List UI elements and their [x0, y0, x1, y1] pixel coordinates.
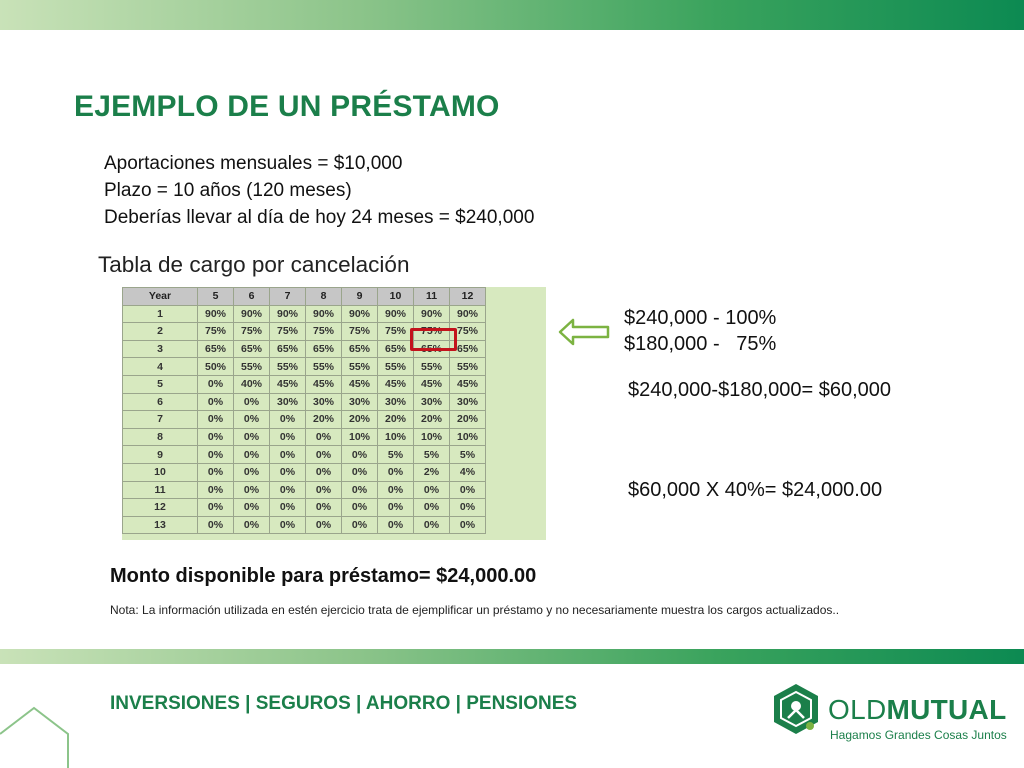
- intro-block: [104, 150, 534, 231]
- table-cell: 55%: [270, 358, 306, 376]
- table-cell: 30%: [306, 393, 342, 411]
- table-cell: 45%: [342, 375, 378, 393]
- table-cell: 10%: [342, 428, 378, 446]
- table-cell: 0%: [378, 516, 414, 534]
- table-row: [123, 516, 486, 534]
- table-header-cell: 6: [234, 288, 270, 306]
- calc-percent-block: [624, 305, 776, 357]
- table-cell: 75%: [342, 323, 378, 341]
- table-cell: 75%: [234, 323, 270, 341]
- table-cell: 30%: [270, 393, 306, 411]
- table-cell: 45%: [306, 375, 342, 393]
- table-year-cell: 13: [123, 516, 198, 534]
- table-cell: 90%: [198, 305, 234, 323]
- table-cell: 0%: [234, 481, 270, 499]
- table-cell: 0%: [342, 446, 378, 464]
- table-header-cell: 12: [450, 288, 486, 306]
- table-cell: 0%: [270, 411, 306, 429]
- table-cell: 50%: [198, 358, 234, 376]
- table-cell: 0%: [198, 499, 234, 517]
- table-cell: 10%: [378, 428, 414, 446]
- table-cell: 0%: [342, 463, 378, 481]
- table-cell: 65%: [450, 340, 486, 358]
- table-cell: 0%: [234, 411, 270, 429]
- table-cell: 65%: [234, 340, 270, 358]
- table-cell: 0%: [198, 463, 234, 481]
- table-year-cell: 4: [123, 358, 198, 376]
- cancellation-table: [122, 287, 486, 534]
- table-cell: 0%: [450, 499, 486, 517]
- brand-name-light: OLD: [828, 694, 887, 725]
- loan-amount: Monto disponible para préstamo= $24,000.00: [110, 565, 537, 587]
- table-cell: 0%: [342, 481, 378, 499]
- table-cell: 75%: [378, 323, 414, 341]
- table-year-cell: 8: [123, 428, 198, 446]
- table-cell: 4%: [450, 463, 486, 481]
- table-row: [123, 481, 486, 499]
- calc-line-total: $240,000 - 100%: [624, 307, 777, 329]
- table-row: [123, 358, 486, 376]
- table-cell: 5%: [414, 446, 450, 464]
- table-cell: 75%: [198, 323, 234, 341]
- table-year-cell: 11: [123, 481, 198, 499]
- table-cell: 40%: [234, 375, 270, 393]
- table-header-cell: 7: [270, 288, 306, 306]
- table-year-cell: 12: [123, 499, 198, 517]
- table-cell: 0%: [270, 463, 306, 481]
- table-cell: 30%: [342, 393, 378, 411]
- top-gradient-bar: [0, 0, 1024, 30]
- highlight-box: [410, 328, 457, 351]
- table-cell: 20%: [414, 411, 450, 429]
- table-cell: 0%: [342, 499, 378, 517]
- table-cell: 55%: [234, 358, 270, 376]
- table-cell: 0%: [198, 481, 234, 499]
- table-cell: 0%: [234, 499, 270, 517]
- table-cell: 0%: [234, 516, 270, 534]
- calc-line-loan: $60,000 X 40%= $24,000.00: [628, 479, 883, 501]
- table-cell: 0%: [306, 428, 342, 446]
- table-cell: 75%: [414, 323, 450, 341]
- table-row: [123, 499, 486, 517]
- cancellation-table-image: [122, 287, 546, 540]
- table-cell: 0%: [306, 499, 342, 517]
- table-cell: 65%: [270, 340, 306, 358]
- table-cell: 30%: [450, 393, 486, 411]
- table-cell: 0%: [414, 516, 450, 534]
- table-cell: 0%: [306, 516, 342, 534]
- table-cell: 45%: [270, 375, 306, 393]
- table-cell: 0%: [378, 463, 414, 481]
- table-cell: 0%: [306, 463, 342, 481]
- table-cell: 0%: [198, 393, 234, 411]
- table-cell: 30%: [378, 393, 414, 411]
- table-cell: 0%: [450, 516, 486, 534]
- table-cell: 45%: [414, 375, 450, 393]
- table-row: [123, 305, 486, 323]
- table-cell: 0%: [234, 463, 270, 481]
- brand-name-bold: MUTUAL: [886, 694, 1007, 725]
- table-header-cell: 10: [378, 288, 414, 306]
- table-cell: 90%: [378, 305, 414, 323]
- table-year-cell: 5: [123, 375, 198, 393]
- intro-line-term: Plazo = 10 años (120 meses): [104, 180, 352, 201]
- table-cell: 0%: [198, 375, 234, 393]
- table-cell: 0%: [342, 516, 378, 534]
- intro-line-accumulated: Deberías llevar al día de hoy 24 meses = $240,000: [104, 207, 535, 228]
- table-cell: 10%: [414, 428, 450, 446]
- table-row: [123, 463, 486, 481]
- table-cell: 65%: [198, 340, 234, 358]
- table-cell: 45%: [450, 375, 486, 393]
- table-cell: 5%: [450, 446, 486, 464]
- table-cell: 90%: [306, 305, 342, 323]
- table-year-cell: 7: [123, 411, 198, 429]
- table-cell: 90%: [342, 305, 378, 323]
- table-cell: 0%: [198, 428, 234, 446]
- table-cell: 0%: [198, 411, 234, 429]
- table-year-cell: 3: [123, 340, 198, 358]
- table-header-cell: Year: [123, 288, 198, 306]
- page-title: EJEMPLO DE UN PRÉSTAMO: [74, 90, 500, 123]
- table-row: [123, 375, 486, 393]
- table-cell: 0%: [270, 446, 306, 464]
- table-year-cell: 2: [123, 323, 198, 341]
- table-cell: 65%: [342, 340, 378, 358]
- table-cell: 90%: [234, 305, 270, 323]
- table-cell: 0%: [378, 481, 414, 499]
- brand-name: [828, 694, 1006, 726]
- table-cell: 0%: [378, 499, 414, 517]
- table-cell: 55%: [378, 358, 414, 376]
- table-cell: 0%: [270, 481, 306, 499]
- table-cell: 90%: [450, 305, 486, 323]
- corner-decoration-icon: [0, 700, 80, 768]
- table-cell: 0%: [198, 516, 234, 534]
- table-cell: 0%: [306, 481, 342, 499]
- table-row: [123, 446, 486, 464]
- table-cell: 0%: [234, 446, 270, 464]
- table-row: [123, 393, 486, 411]
- table-cell: 20%: [306, 411, 342, 429]
- table-header-cell: 8: [306, 288, 342, 306]
- brand-slogan: Hagamos Grandes Cosas Juntos: [830, 728, 1007, 742]
- table-cell: 65%: [306, 340, 342, 358]
- table-cell: 0%: [270, 428, 306, 446]
- table-cell: 5%: [378, 446, 414, 464]
- table-cell: 2%: [414, 463, 450, 481]
- table-cell: 0%: [234, 428, 270, 446]
- table-year-cell: 9: [123, 446, 198, 464]
- intro-line-monthly: Aportaciones mensuales = $10,000: [104, 153, 403, 174]
- table-cell: 20%: [342, 411, 378, 429]
- table-cell: 55%: [306, 358, 342, 376]
- table-cell: 0%: [270, 499, 306, 517]
- table-cell: 0%: [414, 499, 450, 517]
- table-year-cell: 10: [123, 463, 198, 481]
- disclaimer-note: Nota: La información utilizada en estén ejercicio trata de ejemplificar un préstamo y no necesariamente muestra los cargos actualizados..: [110, 603, 840, 617]
- footer-tagline: INVERSIONES | SEGUROS | AHORRO | PENSIONES: [110, 693, 578, 714]
- table-year-cell: 1: [123, 305, 198, 323]
- table-cell: 65%: [378, 340, 414, 358]
- table-cell: 20%: [378, 411, 414, 429]
- table-cell: 75%: [450, 323, 486, 341]
- table-cell: 45%: [378, 375, 414, 393]
- table-cell: 65%: [414, 340, 450, 358]
- table-cell: 75%: [270, 323, 306, 341]
- table-row: [123, 428, 486, 446]
- table-cell: 90%: [270, 305, 306, 323]
- table-cell: 55%: [414, 358, 450, 376]
- table-header-cell: 5: [198, 288, 234, 306]
- table-cell: 0%: [270, 516, 306, 534]
- table-title: Tabla de cargo por cancelación: [98, 252, 410, 277]
- table-cell: 0%: [414, 481, 450, 499]
- table-row: [123, 411, 486, 429]
- table-cell: 0%: [306, 446, 342, 464]
- old-mutual-logo-icon: [770, 682, 822, 738]
- calc-line-75: $180,000 - 75%: [624, 333, 777, 355]
- table-cell: 10%: [450, 428, 486, 446]
- table-header-cell: 11: [414, 288, 450, 306]
- table-cell: 55%: [450, 358, 486, 376]
- table-cell: 75%: [306, 323, 342, 341]
- calc-line-difference: $240,000-$180,000= $60,000: [628, 379, 892, 401]
- table-cell: 20%: [450, 411, 486, 429]
- table-cell: 55%: [342, 358, 378, 376]
- table-cell: 0%: [198, 446, 234, 464]
- table-year-cell: 6: [123, 393, 198, 411]
- left-arrow-icon: [558, 317, 610, 347]
- bottom-gradient-bar: [0, 649, 1024, 664]
- table-header-cell: 9: [342, 288, 378, 306]
- table-cell: 90%: [414, 305, 450, 323]
- table-header-row: [123, 288, 486, 306]
- table-cell: 0%: [450, 481, 486, 499]
- table-cell: 30%: [414, 393, 450, 411]
- table-cell: 0%: [234, 393, 270, 411]
